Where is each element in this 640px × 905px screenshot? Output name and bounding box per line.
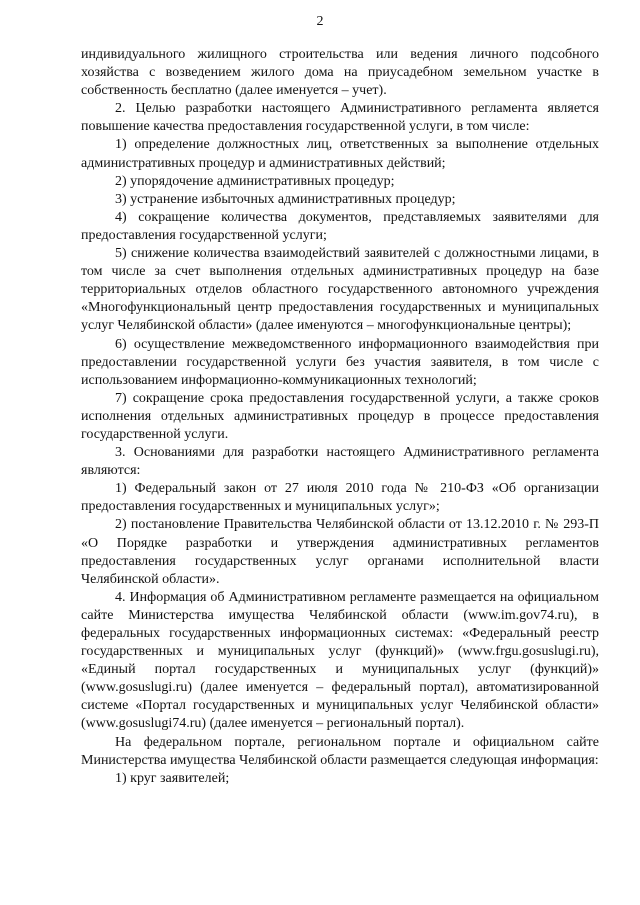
list-item: 1) круг заявителей; (115, 770, 230, 786)
document-body (81, 46, 599, 788)
page-number: 2 (316, 14, 324, 29)
paragraph: индивидуального жилищного строительства или ведения личного подсобного хозяйства с возведением жилого дома на приусадебном земельном участке в собственность бесплатно (далее именуется – учет). (81, 47, 599, 99)
list-item: 3) устранение избыточных административных процедур; (115, 191, 456, 207)
paragraph: 2. Целью разработки настоящего Административного регламента является повышение качества предоставления государственной услуги, в том числе: (81, 101, 599, 135)
paragraph: На федеральном портале, региональном портале и официальном сайте Министерства имущества Челябинской области размещается следующая информация: (81, 734, 599, 768)
list-item: 1) определение должностных лиц, ответственных за выполнение отдельных административных процедур и административных действий; (81, 137, 599, 171)
paragraph: 4. Информация об Административном регламенте размещается на официальном сайте Министерства имущества Челябинской области (www.im.gov74.ru), в федеральных государственных информационных системах: «Федеральный реестр государственных и муниципальных услуг (функций)» (www.frgu.gosuslugi.ru), «Единый портал государственных и муниципальных услуг (функций)» (www.gosuslugi.ru) (далее именуется – федеральный портал), автоматизированной системе «Портал государственных и муниципальных услуг Челябинской области» (www.gosuslugi74.ru) (далее именуется – региональный портал). (81, 589, 599, 732)
list-item: 2) упорядочение административных процедур; (115, 173, 395, 189)
list-item: 1) Федеральный закон от 27 июля 2010 года № 210-ФЗ «Об организации предоставления государственных и муниципальных услуг»; (81, 481, 599, 515)
list-item: 2) постановление Правительства Челябинской области от 13.12.2010 г. № 293-П «О Порядке разработки и утверждения административных регламентов предоставления государственных услуг органами исполнительной власти Челябинской области». (81, 517, 599, 587)
paragraph: 3. Основаниями для разработки настоящего Административного регламента являются: (81, 445, 599, 479)
list-item: 6) осуществление межведомственного информационного взаимодействия при предоставлении государственной услуги без участия заявителя, в том числе с использованием информационно-коммуникационных технологий; (81, 336, 599, 388)
list-item: 5) снижение количества взаимодействий заявителей с должностными лицами, в том числе за счет выполнения отдельных административных процедур на базе территориальных отделов областного государственного автономного учреждения «Многофункциональный центр предоставления государственных и муниципальных услуг Челябинской области» (далее именуются – многофункциональные центры); (81, 246, 599, 334)
list-item: 7) сокращение срока предоставления государственной услуги, а также сроков исполнения отдельных административных процедур в процессе предоставления государственной услуги. (81, 390, 599, 442)
list-item: 4) сокращение количества документов, представляемых заявителями для предоставления государственной услуги; (81, 209, 599, 243)
